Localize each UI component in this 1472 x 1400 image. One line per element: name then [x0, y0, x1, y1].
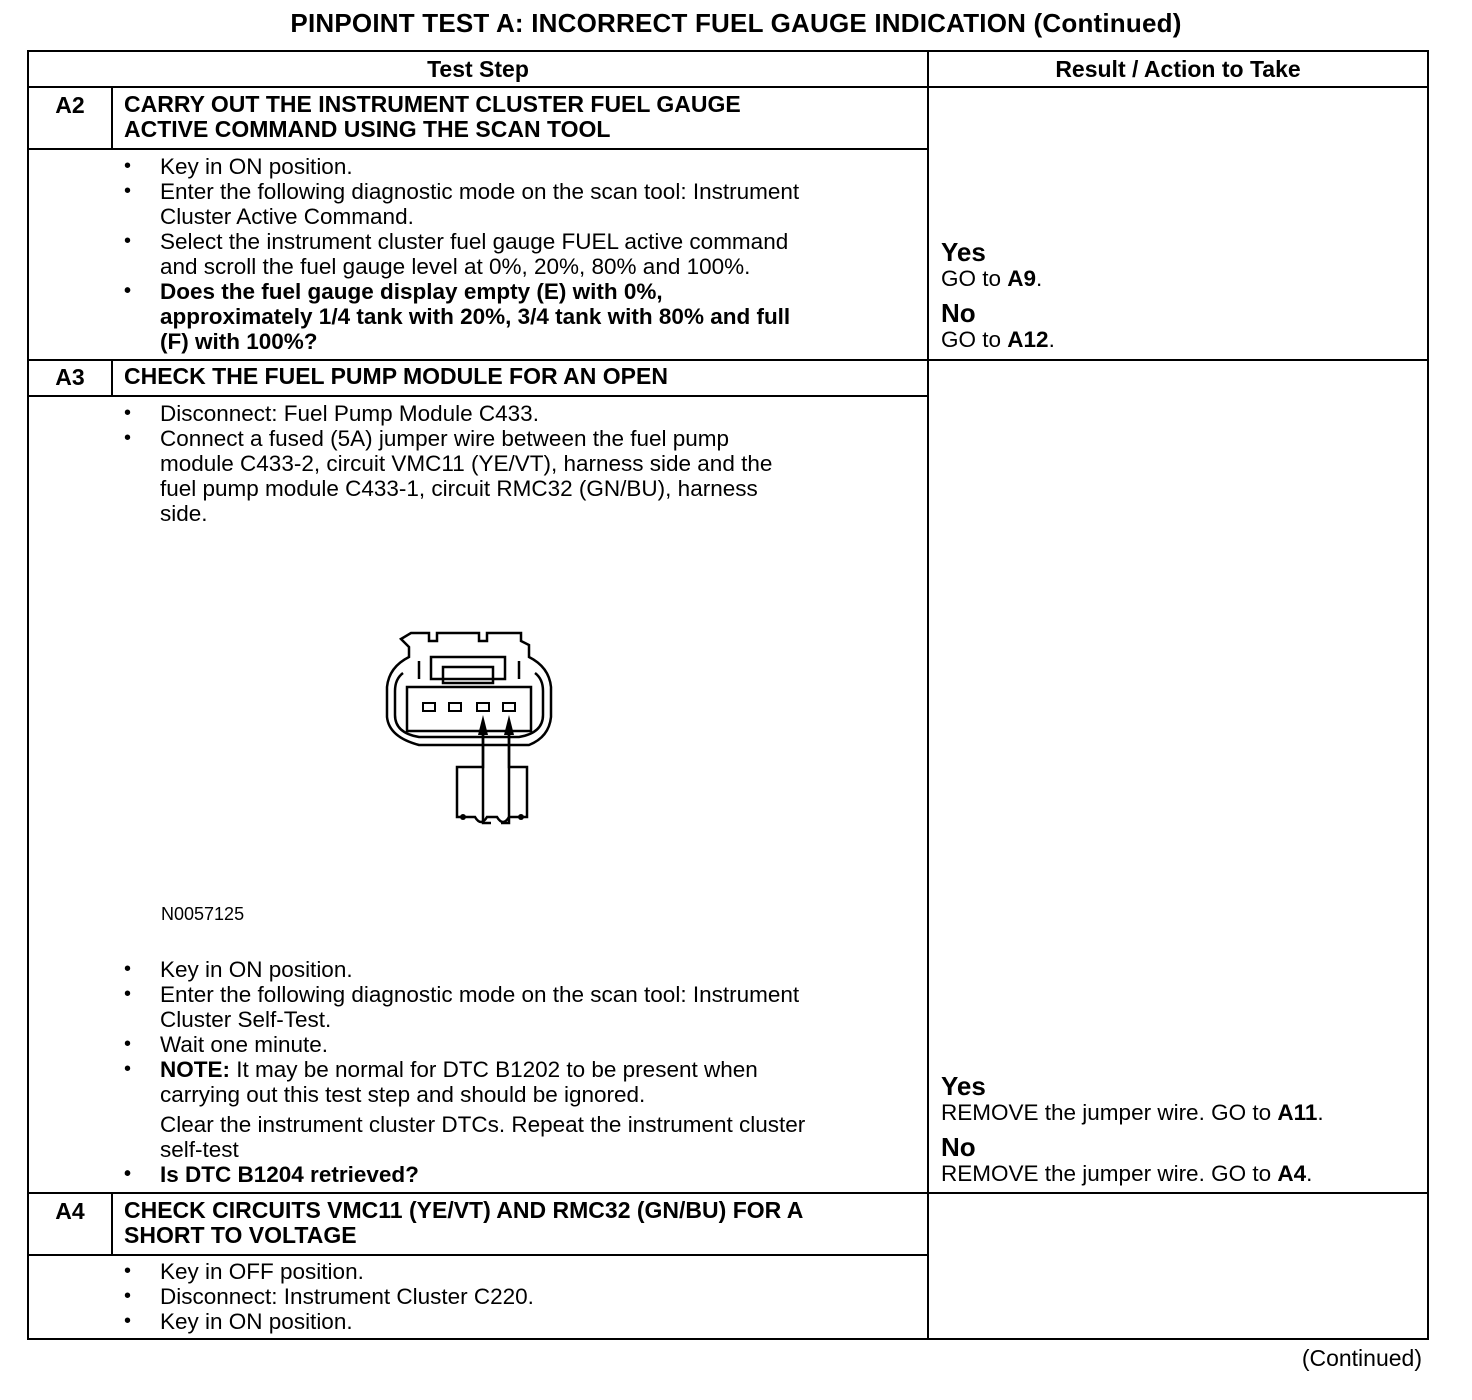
yes-action [941, 266, 1411, 291]
connector-diagram [379, 627, 569, 847]
step-ref: A12 [1007, 327, 1049, 352]
step-title-line: SHORT TO VOLTAGE [124, 1222, 357, 1248]
line: approximately 1/4 tank with 20%, 3/4 tank with 80% and full [160, 304, 791, 329]
step-a3-bullets-a [124, 401, 894, 526]
header-test-step: Test Step [427, 56, 529, 82]
row-divider [29, 359, 1427, 361]
list-item-question [124, 279, 894, 354]
yes-label: Yes [941, 1071, 986, 1101]
yes-label: Yes [941, 237, 986, 267]
line: Cluster Active Command. [160, 204, 414, 229]
step-ref: A4 [1277, 1161, 1307, 1186]
list-item [124, 1259, 894, 1284]
step-title-line: ACTIVE COMMAND USING THE SCAN TOOL [124, 116, 611, 142]
header-result: Result / Action to Take [1055, 56, 1301, 82]
note-text: It may be normal for DTC B1202 to be present when [230, 1057, 758, 1082]
step-title-a3 [124, 364, 904, 389]
action-text: GO to [941, 327, 1008, 352]
id-divider [111, 361, 113, 396]
action-end: . [1036, 266, 1043, 291]
wire-end-dot [460, 814, 466, 820]
step-title-a4 [124, 1198, 904, 1248]
no-action [941, 327, 1411, 352]
line: • Enter the following diagnostic mode on the scan tool: Instrument [160, 179, 800, 204]
line: Cluster Self-Test. [160, 1007, 332, 1032]
action-end: . [1317, 1100, 1324, 1125]
list-item [124, 154, 894, 179]
step-id-a2: A2 [55, 92, 85, 118]
line: (F) with 100%? [160, 329, 318, 354]
yes-action [941, 1100, 1411, 1125]
line: • Enter the following diagnostic mode on the scan tool: Instrument [160, 982, 800, 1007]
step-a4-bullets [124, 1259, 894, 1334]
page-title: PINPOINT TEST A: INCORRECT FUEL GAUGE INDICATION (Continued) [290, 8, 1182, 38]
step-ref: A9 [1007, 266, 1037, 291]
line: fuel pump module C433-1, circuit RMC32 (GN/BU), harness [160, 476, 758, 501]
line: • Is DTC B1204 retrieved? [160, 1162, 419, 1187]
list-item [124, 957, 894, 982]
list-item-note [124, 1057, 894, 1162]
line: • Select the instrument cluster fuel gauge FUEL active command [160, 229, 789, 254]
line: • Disconnect: Fuel Pump Module C433. [160, 401, 539, 426]
step-a2-bullets [124, 154, 894, 354]
step-title-line: CARRY OUT THE INSTRUMENT CLUSTER FUEL GAUGE [124, 91, 741, 117]
id-divider [111, 1194, 113, 1254]
line: • Disconnect: Instrument Cluster C220. [160, 1284, 534, 1309]
result-a2 [941, 238, 1411, 360]
line [160, 1057, 894, 1082]
line: • Connect a fused (5A) jumper wire between the fuel pump [160, 426, 730, 451]
line: • Key in ON position. [160, 957, 353, 982]
list-item [124, 982, 894, 1032]
line: module C433-2, circuit VMC11 (YE/VT), harness side and the [160, 451, 773, 476]
action-text: GO to [941, 266, 1008, 291]
line: • Key in OFF position. [160, 1259, 364, 1284]
list-item [124, 401, 894, 426]
jumper-wire [457, 735, 527, 823]
step-id-a4: A4 [55, 1198, 85, 1224]
list-item-question [124, 1162, 894, 1187]
step-ref: A11 [1277, 1100, 1318, 1125]
action-end: . [1048, 327, 1055, 352]
figure-code: N0057125 [161, 904, 245, 924]
line: carrying out this test step and should be ignored. [160, 1082, 646, 1107]
step-a3-bullets-b [124, 957, 894, 1187]
line: and scroll the fuel gauge level at 0%, 20%, 80% and 100%. [160, 254, 751, 279]
list-item [124, 426, 894, 526]
id-divider [111, 88, 113, 148]
result-a3 [941, 1072, 1411, 1194]
step-title-line: CHECK THE FUEL PUMP MODULE FOR AN OPEN [124, 363, 668, 389]
line: • Wait one minute. [160, 1032, 328, 1057]
title-divider [29, 148, 927, 150]
no-label: No [941, 1132, 976, 1162]
connector-pins [423, 703, 515, 711]
title-divider [29, 1254, 927, 1256]
action-end: . [1306, 1161, 1313, 1186]
wire-end-dot [518, 814, 524, 820]
list-item [124, 229, 894, 279]
line: • Key in ON position. [160, 154, 353, 179]
pinpoint-test-table [27, 50, 1429, 1340]
step-title-a2 [124, 92, 904, 142]
step-id-a3: A3 [55, 364, 85, 390]
continued-footer: (Continued) [1301, 1345, 1422, 1371]
note-label: NOTE: [160, 1057, 230, 1082]
action-text: REMOVE the jumper wire. GO to [941, 1161, 1278, 1186]
line: • Key in ON position. [160, 1309, 353, 1334]
list-item [124, 1284, 894, 1309]
title-divider [29, 395, 927, 397]
row-divider [29, 1192, 1427, 1194]
no-label: No [941, 298, 976, 328]
line: • Does the fuel gauge display empty (E) with 0%, [160, 279, 663, 304]
column-divider [927, 52, 929, 1338]
list-item [124, 1032, 894, 1057]
step-title-line: CHECK CIRCUITS VMC11 (YE/VT) AND RMC32 (GN/BU) FOR A [124, 1197, 804, 1223]
line: Clear the instrument cluster DTCs. Repeat the instrument cluster [160, 1112, 806, 1137]
connector-body [387, 633, 551, 745]
action-text: REMOVE the jumper wire. GO to [941, 1100, 1278, 1125]
list-item [124, 179, 894, 229]
line: side. [160, 501, 208, 526]
list-item [124, 1309, 894, 1334]
no-action [941, 1161, 1411, 1186]
line: self-test [160, 1137, 239, 1162]
